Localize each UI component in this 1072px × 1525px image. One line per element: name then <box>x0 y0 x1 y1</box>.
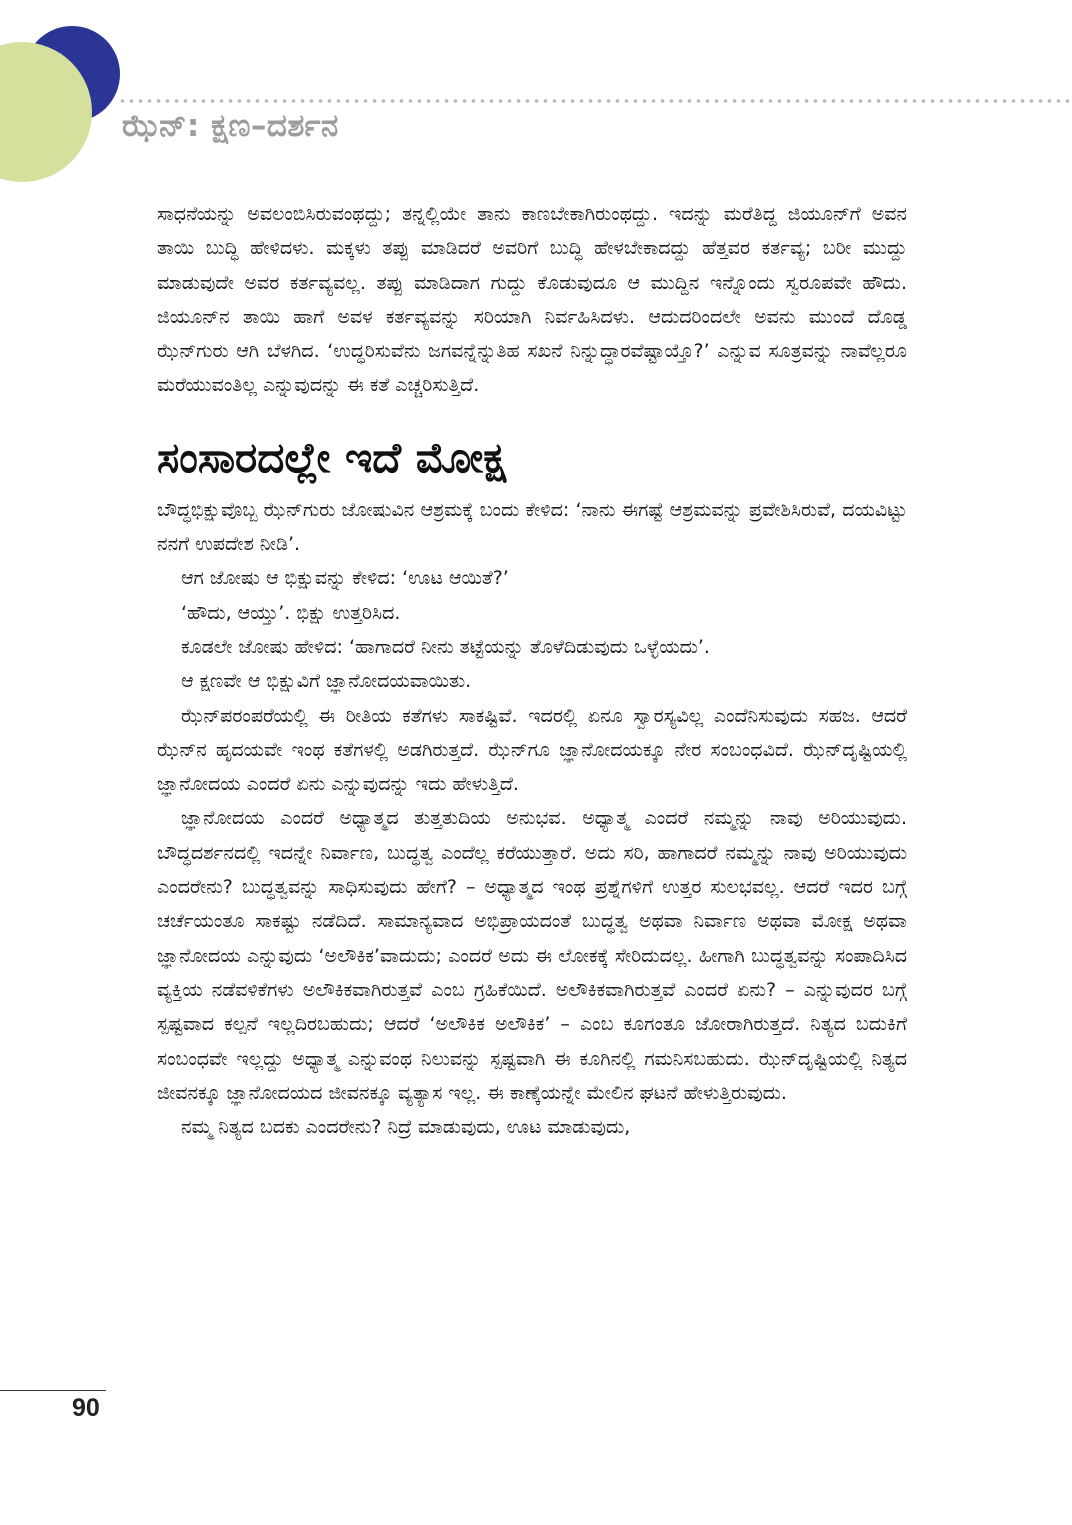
section-heading: ಸಂಸಾರದಲ್ಲೇ ಇದೆ ಮೋಕ್ಷ <box>157 432 507 482</box>
body-paragraph: ಆ ಕ್ಷಣವೇ ಆ ಭಿಕ್ಷುವಿಗೆ ಜ್ಞಾನೋದಯವಾಯಿತು. <box>181 670 472 693</box>
body-paragraph: ಝೆನ್‌ಪರಂಪರೆಯಲ್ಲಿ ಈ ರೀತಿಯ ಕತೆಗಳು ಸಾಕಷ್ಟಿವೆ. ಇದರಲ್ಲಿ ಏನೂ ಸ್ವಾರಸ್ಯವಿಲ್ಲ ಎಂದೆನಿಸುವುದು ಸಹಜ. ಆದರೆ ಝೆನ್‌ನ ಹೃದಯವೇ ಇಂಥ ಕತೆಗಳಲ್ಲಿ ಅಡಗಿರುತ್ತದೆ. ಝೆನ್‌ಗೂ ಜ್ಞಾನೋದಯಕ್ಕೂ ನೇರ ಸಂಬಂಧವಿದೆ. ಝೆನ್‌ದೃಷ್ಟಿಯಲ್ಲಿ ಜ್ಞಾನೋದಯ ಎಂದರೆ ಏನು ಎನ್ನುವುದನ್ನು ಇದು ಹೇಳುತ್ತಿದೆ. <box>157 704 907 796</box>
body-paragraph: ಕೂಡಲೇ ಜೋಷು ಹೇಳಿದ: ‘ಹಾಗಾದರೆ ನೀನು ತಟ್ಟೆಯನ್ನು ತೊಳೆದಿಡುವುದು ಒಳ್ಳೆಯದು’. <box>181 635 710 658</box>
body-paragraph: ಬೌದ್ಧಭಿಕ್ಷುವೊಬ್ಬ ಝೆನ್‌ಗುರು ಜೋಷುವಿನ ಆಶ್ರಮಕ್ಕೆ ಬಂದು ಕೇಳಿದ: ‘ನಾನು ಈಗಷ್ಟೆ ಆಶ್ರಮವನ್ನು ಪ್ರವೇಶಿಸಿರುವೆ, ದಯವಿಟ್ಟು ನನಗೆ ಉಪದೇಶ ನೀಡಿ’. <box>157 498 907 556</box>
page-body <box>157 197 907 1144</box>
running-header-title: ಝೆನ್‌: ಕ್ಷಣ–ದರ್ಶನ <box>122 108 339 144</box>
body-paragraph: ಸಾಧನೆಯನ್ನು ಅವಲಂಬಿಸಿರುವಂಥದ್ದು; ತನ್ನಲ್ಲಿಯೇ ತಾನು ಕಾಣಬೇಕಾಗಿರುಂಥದ್ದು. ಇದನ್ನು ಮರೆತಿದ್ದ ಜಿಯೂನ್‌ಗೆ ಅವನ ತಾಯಿ ಬುದ್ಧಿ ಹೇಳಿದಳು. ಮಕ್ಕಳು ತಪ್ಪು ಮಾಡಿದರೆ ಅವರಿಗೆ ಬುದ್ಧಿ ಹೇಳಬೇಕಾದದ್ದು ಹೆತ್ತವರ ಕರ್ತವ್ಯ; ಬರೀ ಮುದ್ದು ಮಾಡುವುದೇ ಅವರ ಕರ್ತವ್ಯವಲ್ಲ. ತಪ್ಪು ಮಾಡಿದಾಗ ಗುದ್ದು ಕೊಡುವುದೂ ಆ ಮುದ್ದಿನ ಇನ್ನೊಂದು ಸ್ವರೂಪವೇ ಹೌದು. ಜಿಯೂನ್‌ನ ತಾಯಿ ಹಾಗೆ ಅವಳ ಕರ್ತವ್ಯವನ್ನು ಸರಿಯಾಗಿ ನಿರ್ವಹಿಸಿದಳು. ಆದುದರಿಂದಲೇ ಅವನು ಮುಂದೆ ದೊಡ್ಡ ಝೆನ್‌ಗುರು ಆಗಿ ಬೆಳಗಿದ. ‘ಉದ್ಧರಿಸುವೆನು ಜಗವನ್ನೆನ್ನುತಿಹ ಸಖನೆ ನಿನ್ನುದ್ಧಾರವೆಷ್ಟಾಯ್ತೊ?’ ಎನ್ನುವ ಸೂತ್ರವನ್ನು ನಾವೆಲ್ಲರೂ ಮರೆಯುವಂತಿಲ್ಲ ಎನ್ನುವುದನ್ನು ಈ ಕತೆ ಎಚ್ಚರಿಸುತ್ತಿದೆ. <box>157 203 907 397</box>
dotted-header-rule <box>118 98 1070 104</box>
body-paragraph: ‘ಹೌದು, ಆಯ್ತು’. ಭಿಕ್ಷು ಉತ್ತರಿಸಿದ. <box>181 601 401 624</box>
page-number: 90 <box>72 1394 100 1422</box>
body-paragraph: ಜ್ಞಾನೋದಯ ಎಂದರೆ ಅಧ್ಯಾತ್ಮದ ತುತ್ತತುದಿಯ ಅನುಭವ. ಅಧ್ಯಾತ್ಮ ಎಂದರೆ ನಮ್ಮನ್ನು ನಾವು ಅರಿಯುವುದು. ಬೌದ್ಧದರ್ಶನದಲ್ಲಿ ಇದನ್ನೇ ನಿರ್ವಾಣ, ಬುದ್ಧತ್ವ ಎಂದೆಲ್ಲ ಕರೆಯುತ್ತಾರೆ. ಅದು ಸರಿ, ಹಾಗಾದರೆ ನಮ್ಮನ್ನು ನಾವು ಅರಿಯುವುದು ಎಂದರೇನು? ಬುದ್ಧತ್ವವನ್ನು ಸಾಧಿಸುವುದು ಹೇಗೆ? – ಅಧ್ಯಾತ್ಮದ ಇಂಥ ಪ್ರಶ್ನೆಗಳಿಗೆ ಉತ್ತರ ಸುಲಭವಲ್ಲ. ಆದರೆ ಇದರ ಬಗ್ಗೆ ಚರ್ಚೆಯಂತೂ ಸಾಕಷ್ಟು ನಡೆದಿದೆ. ಸಾಮಾನ್ಯವಾದ ಅಭಿಪ್ರಾಯದಂತೆ ಬುದ್ಧತ್ವ ಅಥವಾ ನಿರ್ವಾಣ ಅಥವಾ ಮೋಕ್ಷ ಅಥವಾ ಜ್ಞಾನೋದಯ ಎನ್ನುವುದು ‘ಅಲೌಕಿಕ’ವಾದುದು; ಎಂದರೆ ಅದು ಈ ಲೋಕಕ್ಕೆ ಸೇರಿದುದಲ್ಲ. ಹೀಗಾಗಿ ಬುದ್ಧತ್ವವನ್ನು ಸಂಪಾದಿಸಿದ ವ್ಯಕ್ತಿಯ ನಡೆವಳಿಕೆಗಳು ಅಲೌಕಿಕವಾಗಿರುತ್ತವೆ ಎಂಬ ಗ್ರಹಿಕೆಯಿದೆ. ಅಲೌಕಿಕವಾಗಿರುತ್ತವೆ ಎಂದರೆ ಏನು? – ಎನ್ನುವುದರ ಬಗ್ಗೆ ಸ್ಪಷ್ಟವಾದ ಕಲ್ಪನೆ ಇಲ್ಲದಿರಬಹುದು; ಆದರೆ ‘ಅಲೌಕಿಕ ಅಲೌಕಿಕ’ – ಎಂಬ ಕೂಗಂತೂ ಜೋರಾಗಿರುತ್ತದೆ. ನಿತ್ಯದ ಬದುಕಿಗೆ ಸಂಬಂಧವೇ ಇಲ್ಲದ್ದು ಅಧ್ಯಾತ್ಮ ಎನ್ನುವಂಥ ನಿಲುವನ್ನು ಸ್ಪಷ್ಟವಾಗಿ ಈ ಕೂಗಿನಲ್ಲಿ ಗಮನಿಸಬಹುದು. ಝೆನ್‌ದೃಷ್ಟಿಯಲ್ಲಿ ನಿತ್ಯದ ಜೀವನಕ್ಕೂ ಜ್ಞಾನೋದಯದ ಜೀವನಕ್ಕೂ ವ್ಯತ್ಯಾಸ ಇಲ್ಲ. ಈ ಕಾಣ್ಕೆಯನ್ನೇ ಮೇಲಿನ ಘಟನೆ ಹೇಳುತ್ತಿರುವುದು. <box>157 807 907 1104</box>
corner-circles-decoration <box>0 0 130 200</box>
body-paragraph: ಆಗ ಜೋಷು ಆ ಭಿಕ್ಷುವನ್ನು ಕೇಳಿದ: ‘ಊಟ ಆಯಿತೆ?’ <box>181 567 509 590</box>
body-paragraph: ನಮ್ಮ ನಿತ್ಯದ ಬದಕು ಎಂದರೇನು? ನಿದ್ರೆ ಮಾಡುವುದು, ಊಟ ಮಾಡುವುದು, <box>181 1116 631 1139</box>
footer-rule <box>0 1390 106 1391</box>
